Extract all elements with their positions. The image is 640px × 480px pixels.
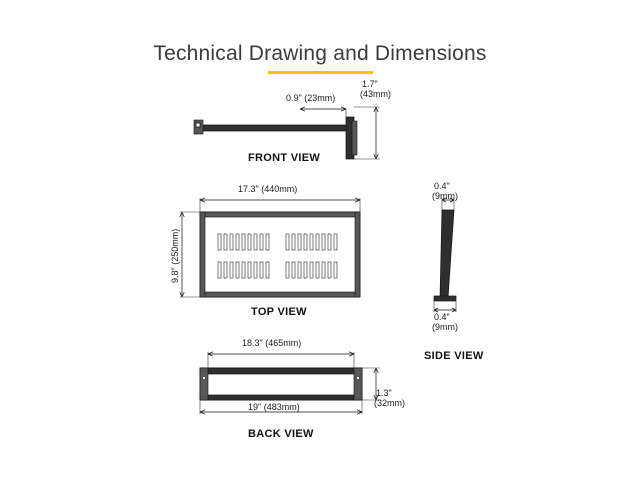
top-view-caption: TOP VIEW (251, 306, 307, 318)
top-width-dimension-label: 17.3" (440mm) (238, 184, 298, 194)
back-inner-width-dimension-label: 18.3" (465mm) (242, 338, 302, 348)
back-view (180, 340, 410, 425)
side-bottom-dimension-label-mm: (9mm) (432, 322, 458, 332)
back-height-dimension-label-inches: 1.3" (376, 388, 392, 398)
front-view-caption: FRONT VIEW (248, 152, 321, 164)
side-bottom-dimension-label-inches: 0.4" (434, 312, 450, 322)
back-view-caption: BACK VIEW (248, 428, 314, 440)
side-top-dimension-label-inches: 0.4" (434, 181, 450, 191)
top-view-drawing (160, 190, 400, 315)
front-height-dimension-label-inches: 1.7" (362, 79, 378, 89)
front-height-dimension-label-mm: (43mm) (360, 89, 391, 99)
vent-slots-row1-left (218, 234, 269, 250)
top-depth-dimension-label: 9.8" (250mm) (170, 228, 180, 283)
side-view-caption: SIDE VIEW (424, 350, 484, 362)
title-underline-rule (268, 71, 373, 74)
front-depth-dimension-label: 0.9" (23mm) (286, 93, 336, 103)
back-outer-width-dimension-label: 19" (483mm) (248, 402, 300, 412)
side-view-drawing (420, 190, 510, 325)
top-view (160, 184, 400, 315)
vent-slots-row2-left (218, 262, 269, 278)
side-view (420, 181, 510, 332)
back-height-dimension-label-mm: (32mm) (374, 398, 405, 408)
vent-slots-row1-right (286, 234, 337, 250)
vent-slots-row2-right (286, 262, 337, 278)
side-top-dimension-label-mm: (9mm) (432, 191, 458, 201)
page-title: Technical Drawing and Dimensions (153, 42, 487, 65)
